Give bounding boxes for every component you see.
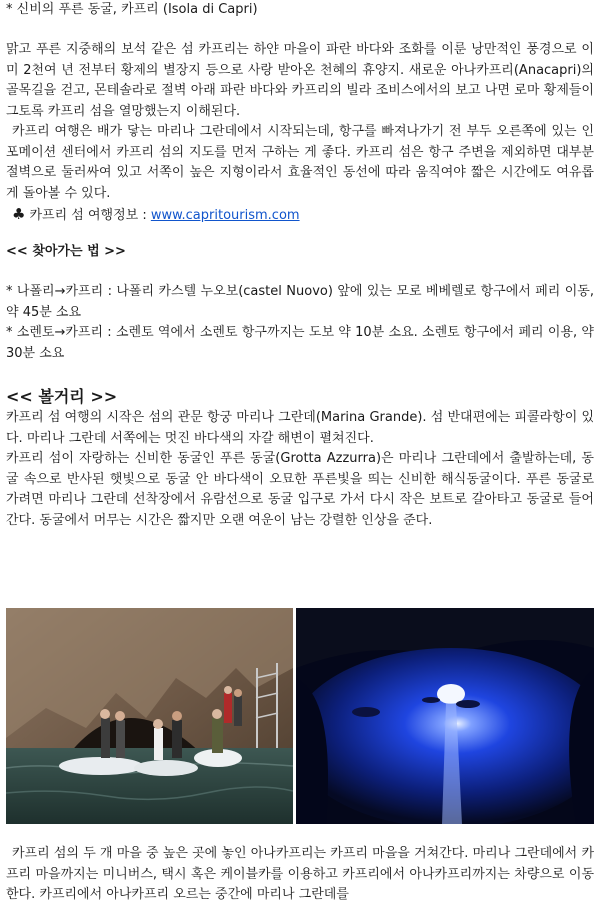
direction-sorrento: * 소렌토→카프리 : 소렌토 역에서 소렌토 항구까지는 도보 약 10분 소요. 소렌토 항구에서 페리 이용, 약 30분 소요 (6, 325, 594, 361)
sights-paragraph-1: 카프리 섬 여행의 시작은 섬의 관문 항궁 마리나 그란데(Marina Grande). 섬 반대편에는 피콜라항이 있다. 마리나 그란데 서쪽에는 멋진 바다색의 자갈 해변이 펼쳐진다. (6, 410, 594, 446)
sights-heading (6, 386, 594, 408)
directions-heading-prefix: << (6, 244, 33, 259)
document-body (6, 0, 594, 531)
photo-row (0, 608, 600, 824)
blue-grotto-interior-photo (296, 608, 594, 824)
info-label: 카프리 섬 여행정보 : (29, 208, 151, 223)
capri-tourism-link[interactable]: www.capritourism.com (150, 208, 300, 223)
sights-heading-title: 볼거리 (38, 387, 85, 406)
bottom-paragraph: 카프리 섬의 두 개 마을 중 높은 곳에 놓인 아나카프리는 카프리 마을을 거쳐간다. 마리나 그란데에서 카프리 마을까지는 미니버스, 택시 혹은 케이블카를 이용하고 카프리에서 아나카프리까지는 차량으로 이동한다. 카프리에서 아나카프리 오르는 중간에 마리나 그란데를 (6, 846, 594, 902)
sights-heading-suffix: >> (84, 387, 118, 406)
grotto-entrance-photo (6, 608, 293, 824)
sights-paragraph-2: 카프리 섬이 자랑하는 신비한 동굴인 푸른 동굴(Grotta Azzurra)은 마리나 그란데에서 출발하는데, 동굴 속으로 반사된 햇빛으로 동굴 안 바다색이 오묘한 푸른빛을 띄는 신비한 해식동굴이다. 푸른 동굴로 가려면 마리나 그란데 선착장에서 유람선으로 동굴 입구로 가서 다시 작은 보트로 갈아타고 동굴로 들어간다. 동굴에서 머무는 시간은 짧지만 오랜 여운이 남는 강렬한 인상을 준다. (6, 451, 594, 528)
directions-heading-title: 찾아가는 법 (32, 244, 100, 259)
directions-heading-suffix: >> (99, 244, 126, 259)
title-line: * 신비의 푸른 동굴, 카프리 (Isola di Capri) (6, 2, 258, 17)
club-icon: ♣ (12, 205, 26, 223)
direction-naples: * 나폴리→카프리 : 나폴리 카스텔 누오보(castel Nuovo) 앞에 있는 모로 베베렐로 항구에서 페리 이동, 약 45분 소요 (6, 284, 594, 320)
intro-paragraph-1: 맑고 푸른 지중해의 보석 같은 섬 카프리는 하얀 마을이 파란 바다와 조화를 이룬 낭만적인 풍경으로 이미 2천여 년 전부터 황제의 별장지 등으로 사랑 받아온 천혜의 휴양지. 새로운 아나카프리(Anacapri)의 골목길을 걷고, 몬테솔라로 절벽 아래 파란 바다와 카프리의 빌라 조비스에서의 보고 나면 로마 황제들이 그토록 카프리 섬을 열망했는지 이해된다. (6, 42, 594, 119)
sights-heading-prefix: << (6, 387, 39, 406)
directions-heading (6, 242, 594, 262)
intro-paragraph-2: 카프리 여행은 배가 닿는 마리나 그란데에서 시작되는데, 항구를 빠져나가기 전 부두 오른쪽에 있는 인포메이션 센터에서 카프리 섬의 지도를 먼저 구하는 게 좋다. 카프리 섬은 항구 주변을 제외하면 대부분 절벽으로 둘러싸여 있고 서쪽이 높은 지형이라서 효율적인 동선에 따라 움직여야 짧은 시간에도 여유롭게 돌아볼 수 있다. (6, 124, 594, 201)
info-line (6, 204, 594, 226)
